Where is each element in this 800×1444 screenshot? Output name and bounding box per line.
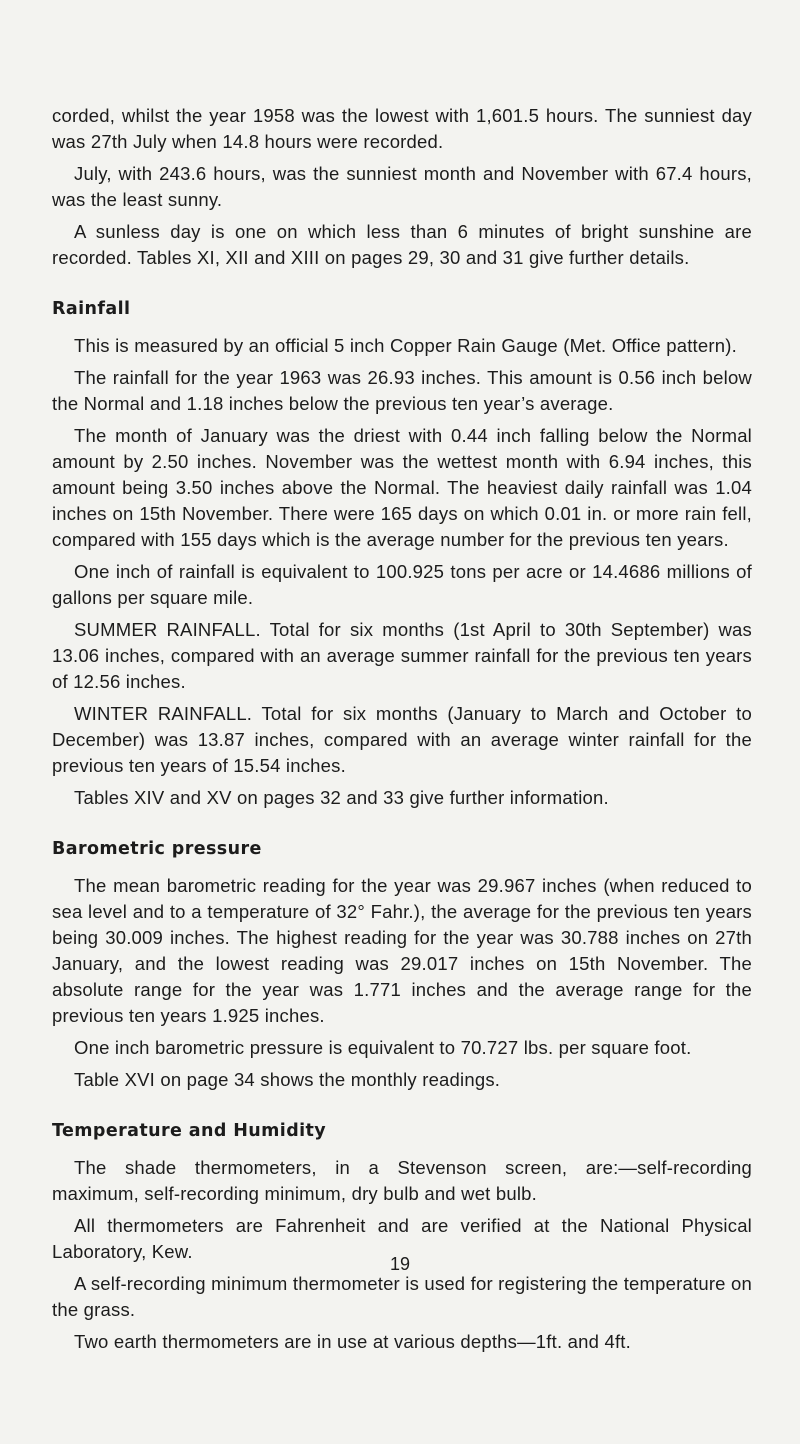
rainfall-paragraph: Tables XIV and XV on pages 32 and 33 give further information. [74,787,609,808]
temperature-paragraph: Two earth thermometers are in use at various depths—1ft. and 4ft. [74,1331,631,1352]
barometric-pressure-heading: Barometric pressure [52,839,262,859]
rainfall-paragraph: One inch of rainfall is equivalent to 100.925 tons per acre or 14.4686 millions of gallons per square mile. [52,561,752,608]
rainfall-paragraph: SUMMER RAINFALL. Total for six months (1st April to 30th September) was 13.06 inches, compared with an average summer rainfall for the previous ten years of 12.56 inches. [52,619,752,692]
intro-paragraph-2: July, with 243.6 hours, was the sunniest month and November with 67.4 hours, was the least sunny. [52,163,752,210]
intro-paragraph-1: corded, whilst the year 1958 was the lowest with 1,601.5 hours. The sunniest day was 27th July when 14.8 hours were recorded. [52,105,752,152]
document-page [52,103,752,1355]
rainfall-section [52,297,752,811]
rainfall-paragraph: This is measured by an official 5 inch Copper Rain Gauge (Met. Office pattern). [74,335,737,356]
temperature-paragraph: The shade thermometers, in a Stevenson screen, are:—self-recording maximum, self-recording minimum, dry bulb and wet bulb. [52,1157,752,1204]
rainfall-paragraph: The month of January was the driest with 0.44 inch falling below the Normal amount by 2.50 inches. November was the wettest month with 6.94 inches, this amount being 3.50 inches above the Normal. The heaviest daily rainfall was 1.04 inches on 15th November. There were 165 days on which 0.01 in. or more rain fell, compared with 155 days which is the average number for the previous ten years. [52,425,752,550]
temperature-humidity-heading: Temperature and Humidity [52,1121,327,1141]
rainfall-heading: Rainfall [52,299,131,319]
temperature-paragraph: All thermometers are Fahrenheit and are verified at the National Physical Laboratory, Kew. [52,1215,752,1262]
barometric-pressure-section [52,837,752,1093]
rainfall-paragraph: WINTER RAINFALL. Total for six months (January to March and October to December) was 13.87 inches, compared with an average winter rainfall for the previous ten years of 15.54 inches. [52,703,752,776]
barometric-paragraph: One inch barometric pressure is equivalent to 70.727 lbs. per square foot. [74,1037,692,1058]
temperature-paragraph: A self-recording minimum thermometer is used for registering the temperature on the grass. [52,1273,752,1320]
barometric-paragraph: The mean barometric reading for the year was 29.967 inches (when reduced to sea level and to a temperature of 32° Fahr.), the average for the previous ten years being 30.009 inches. The highest reading for the year was 30.788 inches on 27th January, and the lowest reading was 29.017 inches on 15th November. The absolute range for the year was 1.771 inches and the average range for the previous ten years 1.925 inches. [52,875,752,1026]
page-number: 19 [389,1254,411,1274]
rainfall-paragraph: The rainfall for the year 1963 was 26.93 inches. This amount is 0.56 inch below the Normal and 1.18 inches below the previous ten year’s average. [52,367,752,414]
temperature-humidity-section [52,1119,752,1355]
barometric-paragraph: Table XVI on page 34 shows the monthly readings. [74,1069,501,1090]
intro-paragraph-3: A sunless day is one on which less than 6 minutes of bright sunshine are recorded. Tables XI, XII and XIII on pages 29, 30 and 31 give further details. [52,221,752,268]
